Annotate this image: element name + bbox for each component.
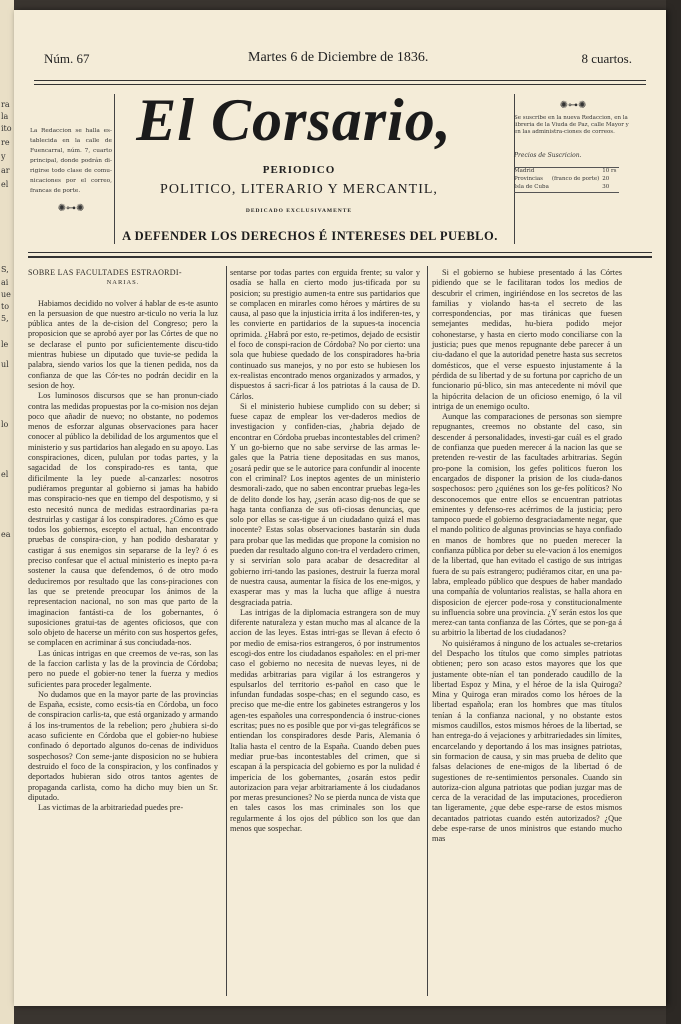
article-paragraph: Las únicas intrigas en que creemos de ve-ras, son las de la faccion carlista y las de la provincia de Córdoba; pero no puede el gobier-no tener la fuerza y medios suficientes para proceder legalmente. bbox=[28, 648, 218, 689]
prices-title: Precios de Suscricion. bbox=[514, 152, 582, 159]
prev-page-mark: ai bbox=[1, 278, 9, 287]
price-amount: 30 bbox=[602, 184, 610, 190]
prev-page-mark: re bbox=[1, 138, 10, 147]
prev-page-mark: ra bbox=[1, 100, 10, 109]
issue-price: 8 cuartos. bbox=[581, 51, 632, 66]
prev-page-mark: y bbox=[1, 152, 6, 161]
article-paragraph: No quisiéramos á ninguno de los actuales se-cretarios del Despacho los títulos que como simples patriotas obtienen; pero son acaso estos mayores que los que justamente obte-nían el tan ponderado caudillo de la libertad Espoz y Mina, y el héroe de la isla Quiroga? Mina y Quiroga eran mirados como los héroes de la libertad española; eran los hombres que mas títulos tenían á la confianza nacional, y no obstante estos mismos caudillos, estos mismos héroes de la libertad, se han entrega-do á vejaciones y arbitrariedades sin límites, encarcelando y deportando á los mas insignes patriotas, sin formacion de causa, y sin mas prueba de delito que falsas delaciones de ene-migos de la libertad ó de sugestiones de re-sentimientos personales. Cuando sin autoriza-cion alguna patriotas que podian juzgar mas de cerca de la veracidad de las imputaciones, procedieron tan ligeramente, ¿que debe espe-rarse de estos mismos decantados patriotas cuando estén autorizados? ¿Que debe espe-rarse de unos ministros que estando mucho mas bbox=[432, 638, 622, 844]
editorial-office-notice bbox=[30, 126, 112, 214]
article-paragraph: Si el ministerio hubiese cumplido con su deber; si fuese capaz de emplear los ver-daderos medios de investigacion y confiden-cias, ¿habria dejado de encontrar en Córdoba pruebas incontestables del crimen? Y un go-bierno que no sabe servirse de las armas le-gales que la Patria tiene depositadas en sus manos, ¿osará pedir que se le autorice para confundir al inocente con el criminal? Los ineptos agentes de un ministerio desmorali-zado, que no saben encontrar pruebas lega-les de delito donde los hay, ¿serán acaso dig-nos de que se haga tanta confianza de sus ofi-ciosas denuncias, que solo por ellas se cas-tigue á un ciudadano quizá el mas inocente? Estas solas observaciones bastarán sin duda para probar que las medidas que propone la comision no pueden dar resultado alguno con-tra el verdadero crimen, y si servirían solo para acabar de desacreditar al gobierno irri-tando las pasiones, destruir la fuerza moral de nuestra causa, aumentar la física de los ene-migos, y exasperar mas y mas la lucha que aflige á nuestra desgraciada patria. bbox=[230, 401, 420, 607]
periodico-label: PERIODICO bbox=[262, 164, 336, 176]
article-paragraph: Los luminosos discursos que se han pronun-ciado contra las medidas propuestas por la co-mision nos dejan poco que añadir de nuevo; no obstante, no podemos menos de esforzar algunas observaciones para hacer conocer al público la debilidad de los argumentos que el ministerio y sus partidarios han alegado en su apoyo. Las conspiraciones, dicen, pululan por todas partes, y la sagacidad de los conspirado-res es tanta, que dificilmente la ley puede al-canzarles: nosotros pudiéramos preguntar al gobierno si jamas ha habido mas conspiracio-nes que en tiempo del despotismo, y si esto necesitó nunca de medidas estraordinarias pa-ra destruirlas y castigar á los conspiradores. ¿Cómo es que todos los gobiernos, escepto el actual, han encontrado pruebas de conspira-cion, y han podido desbaratar y castigar á sus enemigos sin separarse de la ley? ó es preciso confesar que el actual ministerio es inepto pa-ra sostener la causa que defendemos, ó de otro modo deduciremos por resultado que las cons-piraciones con las que se pretende preocupar los ánimos de la representacion nacional, no son mas que parto de la imaginacion fantásti-ca de los gobernantes, ó suposiciones gratui-tas de agentes oficiosos, que con solo objeto de hacerse un mérito con sus hospertos gefes, se complacen en acriminar á sus conciudada-nos. bbox=[28, 391, 218, 648]
prev-page-mark: ito bbox=[1, 124, 12, 133]
issue-date: Martes 6 de Diciembre de 1836. bbox=[248, 50, 429, 65]
prev-page-mark: ar bbox=[1, 166, 10, 175]
top-rule bbox=[34, 80, 646, 81]
masthead-divider-left bbox=[114, 94, 115, 244]
prev-page-mark: la bbox=[1, 112, 9, 121]
prev-page-mark: ue bbox=[1, 290, 11, 299]
prev-page-mark: S, bbox=[1, 265, 9, 274]
article-paragraph: Las victimas de la arbitrariedad puedes pre- bbox=[38, 803, 184, 813]
article-paragraph: Habiamos decidido no volver á hablar de es-te asunto en la persuasion de que nuestro ar-ticulo no veria la luz pública antes de la de-cision del Congreso; pero la proposicion que se aprobó ayer por las Córtes de que no se declarase el punto por suficientemente discu-tido mientras hubiese un diputado que tuvie-se pedida la palabra, siendo varios los que la tienen pedida, nos da confianza de que las Cór-tes no podrán decidir en la sesion de hoy. bbox=[28, 298, 218, 390]
newspaper-title: El Corsario, bbox=[136, 87, 452, 153]
price-row bbox=[514, 176, 619, 184]
price-place: Provincias bbox=[514, 176, 543, 182]
scan-background bbox=[666, 0, 681, 1024]
newspaper-slogan: A DEFENDER LOS DERECHOS É INTERESES DEL PUEBLO. bbox=[122, 229, 498, 243]
price-detail bbox=[552, 168, 602, 177]
price-detail bbox=[552, 184, 602, 193]
price-amount: 20 bbox=[602, 176, 610, 182]
previous-page-edge bbox=[0, 0, 14, 1024]
price-place: Madrid bbox=[514, 168, 535, 174]
price-amount: 10 rs bbox=[602, 168, 617, 174]
subscription-price-table bbox=[514, 167, 619, 193]
editorial-office-text: La Redaccion se halla es-tablecida en la calle de Fuencarral, núm. 7, cuarto principal, donde podrán di-rigirse todo clase de comu-nicaciones por el correo, francas de porte. bbox=[30, 128, 112, 194]
price-place: Isla de Cuba bbox=[514, 184, 549, 190]
masthead-rule-thick bbox=[28, 256, 652, 258]
price-detail: (franco de porte) bbox=[551, 176, 600, 182]
price-row bbox=[514, 184, 619, 193]
article-paragraph: No dudamos que en la mayor parte de las provincias de España, ecsiste, como ecsis-tía en Córdoba, un foco de conspiracion carlis-ta, que está organizado y armando á los ins-trumentos de la rebelion; pero ¿hubiera si-do acaso suficiente en Córdoba que el gobier-no hubiese confinado ó deportado algunos do-cenas de individuos sospechosos? Con seme-jante disposicion no se hubiera destruido el foco de la conspiracion, y los confinados y deportados hubieran sido otros tantos agentes de propaganda carlista, como ha dicho muy bien un Sr. diputado. bbox=[28, 689, 218, 802]
subscription-notice bbox=[514, 102, 632, 193]
newspaper-subtitle: POLITICO, LITERARIO Y MERCANTIL, bbox=[160, 182, 438, 197]
prev-page-mark: le bbox=[1, 340, 9, 349]
article-column-2 bbox=[230, 268, 420, 834]
prev-page-mark: ul bbox=[1, 360, 9, 369]
column-divider bbox=[427, 266, 428, 996]
masthead-rule bbox=[28, 252, 652, 253]
newspaper-page bbox=[14, 10, 666, 1006]
ornament-icon: ✺⊶✺ bbox=[57, 203, 85, 214]
article-paragraph: Si el gobierno se hubiese presentado á las Córtes pidiendo que se le facilitaran todos los medios de descubrir el crimen, ingiriéndose en los secretos de las familias y violando has-ta el secreto de las correspondencias, por mas tiránicas que fuesen semejantes medidas, hu-biera podido mejor cohonestarse, y hasta en cierto modo conciliarse con la justicia; pues que menos repugnante debe parecer á un ciu-dadano el que la autoridad penetre hasta sus secretos domésticos, que el verse espuesto injustamente á la pérdida de su libertad y de su fortuna por capricho de un funcionario pú-blico, sin mas antecedente ni móvil que la hipócrita delacion de un oficioso enemigo, ó la vil intriga de un enemigo oculto. bbox=[432, 268, 622, 411]
article-column-3 bbox=[432, 268, 622, 845]
article-column-1 bbox=[28, 268, 218, 813]
price-row bbox=[514, 168, 619, 177]
masthead bbox=[14, 84, 650, 254]
prev-page-mark: ea bbox=[1, 530, 11, 539]
dateline bbox=[32, 48, 642, 68]
subscription-text: Se suscribe en la nueva Redaccion, en la libreria de la Viuda de Paz, calle Mayor y en las administra-ciones de correos. bbox=[514, 115, 629, 135]
prev-page-mark: 5, bbox=[1, 314, 9, 323]
prev-page-mark: to bbox=[1, 302, 10, 311]
prev-page-mark: el bbox=[1, 180, 9, 189]
article-paragraph: sentarse por todas partes con erguida frente; su valor y osadía se halla en cierto modo jus-tificada por su posicion; su prestigio aumen-ta entre sus partidarios que se complacen en mirarles como héroes y mártires de su causa, al paso que la injusticia irrita á los indiferen-tes, y les convierte en partidarios de la supues-ta inocencia oprimida. ¿Habrá por esto, re-petimos, dejado de ecsistir el foco de conspi-racion de Córdoba? No por cierto: una sola que hubiese quedado de los conspiradores ha-bria continuado sus manejos, y no por esto se hubiesen los ex-realistas encontrado menos organizados y armados, y dispuestos á sacri-ficar á los patriotas á la causa de D. Cárlos. bbox=[230, 268, 420, 401]
column-divider bbox=[226, 266, 227, 996]
prev-page-mark: el bbox=[1, 470, 9, 479]
dedicado-label: DEDICADO EXCLUSIVAMENTE bbox=[245, 208, 353, 214]
ornament-icon: ✺⊶✺ bbox=[559, 100, 587, 111]
article-paragraph: Las intrigas de la diplomacia estrangera son de muy diferente naturaleza y estan mucho mas al alcance de la accion de las leyes. Estas intri-gas se llevan á efecto ó por medio de emisa-rios estrangeros, ó por instrumentos escogi-dos entre los ciudadanos españoles: en el pri-mer caso el gobierno no necesita de nuevas leyes, ni de medidas arbitrarias para vigilar á los estrangeros y espulsarlos del territorio es-pañol en caso que le infundan fundadas sospe-chas; en el segundo caso, es preciso que me-die entre los gabinetes estrangeros y los agen-tes españoles una correspondencia ó instruc-ciones escritas; pues no es posible que por vi-gas telegráficos se entiendan los conspiradores desde Paris, Alemania ó Italia hasta el centro de la España. Cuando deben pues mediar prue-bas incontestables del crimen, que si escapan á la perspicacia del gobierno es por la nulidad é impericia de los gobernantes, ¿osarán estos pedir autorizacion para vejar arbitrariamente á los ciudadanos por meras presunciones? No se pierda nunca de vista que en tales casos los mas criminales son los que regularmente á los ojos del público son los que dan menos que sospechar. bbox=[230, 607, 420, 834]
issue-number: Núm. 67 bbox=[44, 51, 90, 66]
article-heading-continued: NARIAS. bbox=[106, 279, 140, 287]
prev-page-mark: lo bbox=[1, 420, 9, 429]
article-paragraph: Aunque las comparaciones de personas son siempre repugnantes, creemos no obstante del caso, sin descender á personalidades, investi-gar cuál es el grado de confianza que pueden merecer á la nacion las que se pretenden re-vestir de las facultades arbitrarias. Según pro-pone la comision, los gefes politicos fueron los encargados de disponer la prision de los ciuda-danos sospechosos: pero ¿quiénes son los ge-fes políticos? No desconocemos que entre ellos se encuentran patriotas eminentes y defenso-res acérrimos de la justicia; pero tampoco puede el gobierno desgraciadamente negar, que el mando politico de algunas provincias se haya confiado en manos de hombres que no pueden merecer la confianza pública por deber su ele-vacion á los enemigos de la libertad, que han evitado el castigo de sus intrigas fuera de su país estrangero; pudiéramos citar, en una pa-labra, empleado público que despues de haber mandado una compañía de voluntarios realistas, se halla ahora en disposicion de ejercer pode-rosa y constitucionalmente su influencia sobre una provincia. ¿Y serán estos los que merez-can tanta confianza de las Córtes, que se pon-ga á su arbitrio la libertad de los ciudadanos? bbox=[432, 412, 622, 638]
article-heading: SOBRE LAS FACULTADES ESTRAORDI- bbox=[28, 268, 182, 277]
